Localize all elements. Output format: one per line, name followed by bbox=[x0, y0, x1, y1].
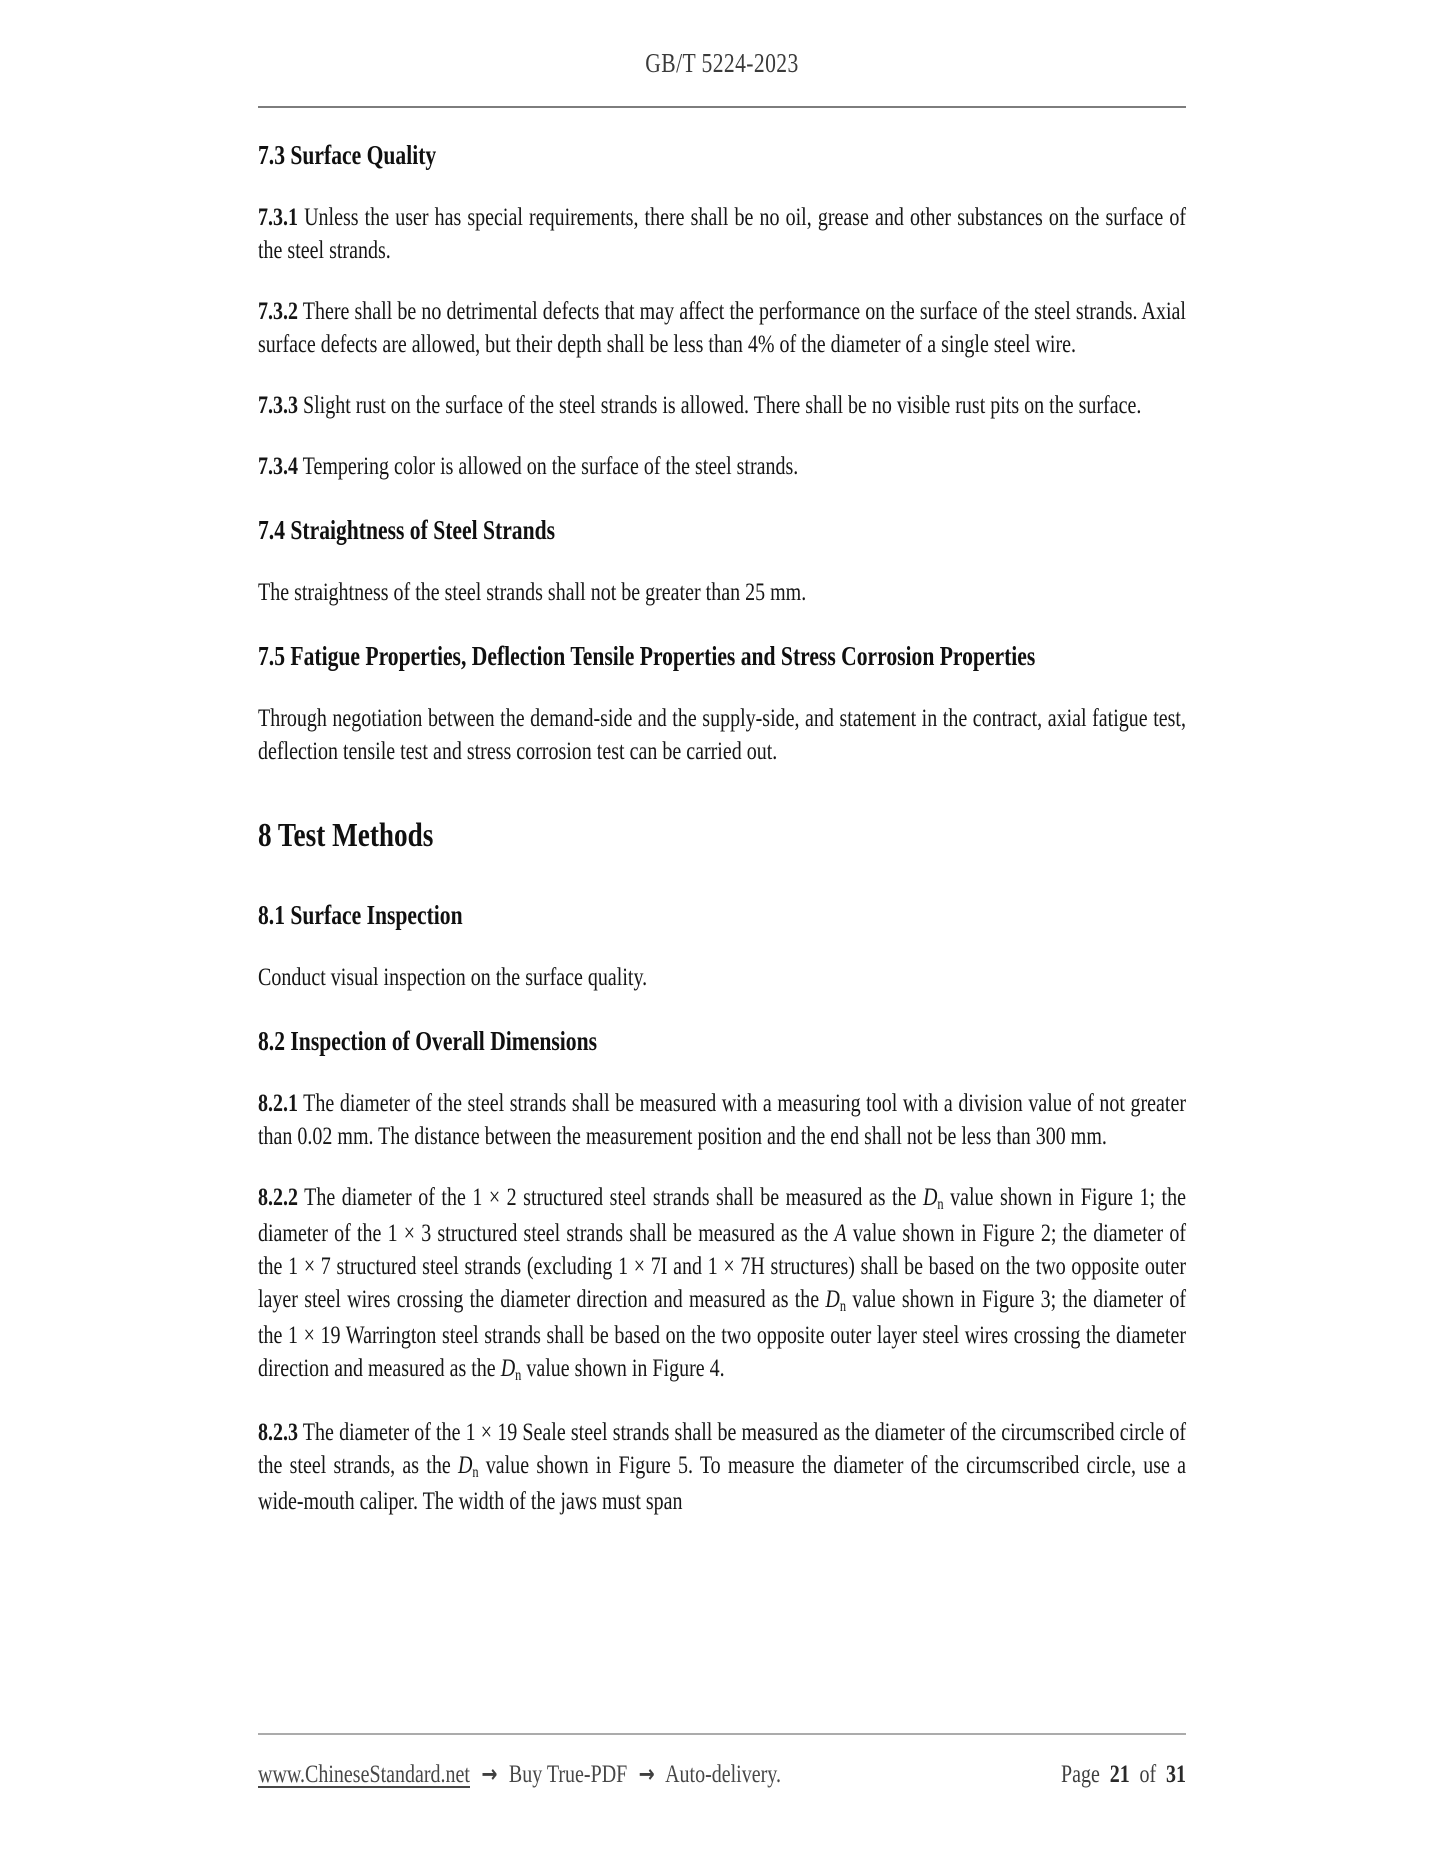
heading-7-3: 7.3 Surface Quality bbox=[258, 140, 437, 170]
paragraph-7-4: The straightness of the steel strands shall not be greater than 25 mm. bbox=[258, 579, 807, 606]
header-rule bbox=[258, 106, 1186, 108]
paragraph-7-3-2: 7.3.2 There shall be no detrimental defects that may affect the performance on the surface of the steel strands. Axial surface defects are allowed, but their depth shall be less than 4% of the diameter of a single steel wire. bbox=[258, 298, 1186, 358]
footer-rule bbox=[258, 1733, 1186, 1735]
page-header bbox=[258, 46, 1186, 80]
paragraph-8-2-1: 8.2.1 The diameter of the steel strands shall be measured with a measuring tool with a division value of not greater than 0.02 mm. The distance between the measurement position and the end shall not be less than 300 mm. bbox=[258, 1090, 1186, 1150]
paragraph-8-2-3: 8.2.3 The diameter of the 1 × 19 Seale steel strands shall be measured as the diameter of the circumscribed circle of the steel strands, as the $D_n$ value shown in Figure 5. To measure the diameter of the circumscribed circle, use a wide-mouth caliper. The width of the jaws must span bbox=[258, 1419, 1186, 1515]
footer-delivery-text: Auto-delivery. bbox=[665, 1761, 781, 1788]
heading-7-5: 7.5 Fatigue Properties, Deflection Tensile Properties and Stress Corrosion Properties bbox=[258, 641, 1036, 671]
paragraph-7-3-3: 7.3.3 Slight rust on the surface of the steel strands is allowed. There shall be no visible rust pits on the surface. bbox=[258, 392, 1142, 419]
paragraph-7-5: Through negotiation between the demand-side and the supply-side, and statement in the contract, axial fatigue test, deflection tensile test and stress corrosion test can be carried out. bbox=[258, 705, 1186, 765]
right-arrow-icon: → bbox=[481, 1760, 498, 1788]
heading-7-4: 7.4 Straightness of Steel Strands bbox=[258, 515, 556, 545]
standard-code: GB/T 5224-2023 bbox=[645, 48, 799, 78]
paragraph-8-2-2: 8.2.2 The diameter of the 1 × 2 structured steel strands shall be measured as the $D_n$ value shown in Figure 1; the diameter of the 1 × 3 structured steel strands shall be measured as the A value shown in Figure 2; the diameter of the 1 × 7 structured steel strands (excluding 1 × 7I and 1 × 7H structures) shall be based on the two opposite outer layer steel wires crossing the diameter direction and measured as the $D_n$ value shown in Figure 3; the diameter of the 1 × 19 Warrington steel strands shall be based on the two opposite outer layer steel wires crossing the diameter direction and measured as the $D_n$ value shown in Figure 4. bbox=[258, 1184, 1186, 1384]
of-word: of bbox=[1139, 1761, 1157, 1788]
page-word: Page bbox=[1061, 1761, 1100, 1788]
paragraph-7-3-1: 7.3.1 Unless the user has special requirements, there shall be no oil, grease and other substances on the surface of the steel strands. bbox=[258, 204, 1186, 264]
page-current-number: 21 bbox=[1109, 1761, 1130, 1788]
heading-8: 8 Test Methods bbox=[258, 817, 434, 854]
heading-8-1: 8.1 Surface Inspection bbox=[258, 900, 463, 930]
page-indicator bbox=[1061, 1760, 1186, 1790]
paragraph-8-1: Conduct visual inspection on the surface quality. bbox=[258, 964, 648, 991]
footer-row bbox=[258, 1759, 1186, 1790]
right-arrow-icon: → bbox=[638, 1760, 655, 1788]
page-total-number: 31 bbox=[1166, 1761, 1186, 1788]
heading-8-2: 8.2 Inspection of Overall Dimensions bbox=[258, 1026, 598, 1056]
page-footer bbox=[258, 1733, 1186, 1790]
footer-buy-text: Buy True-PDF bbox=[508, 1761, 628, 1788]
footer-left bbox=[258, 1759, 781, 1790]
page-content bbox=[258, 0, 1186, 1870]
footer-link[interactable]: www.ChineseStandard.net bbox=[258, 1761, 470, 1788]
paragraph-7-3-4: 7.3.4 Tempering color is allowed on the surface of the steel strands. bbox=[258, 453, 799, 480]
